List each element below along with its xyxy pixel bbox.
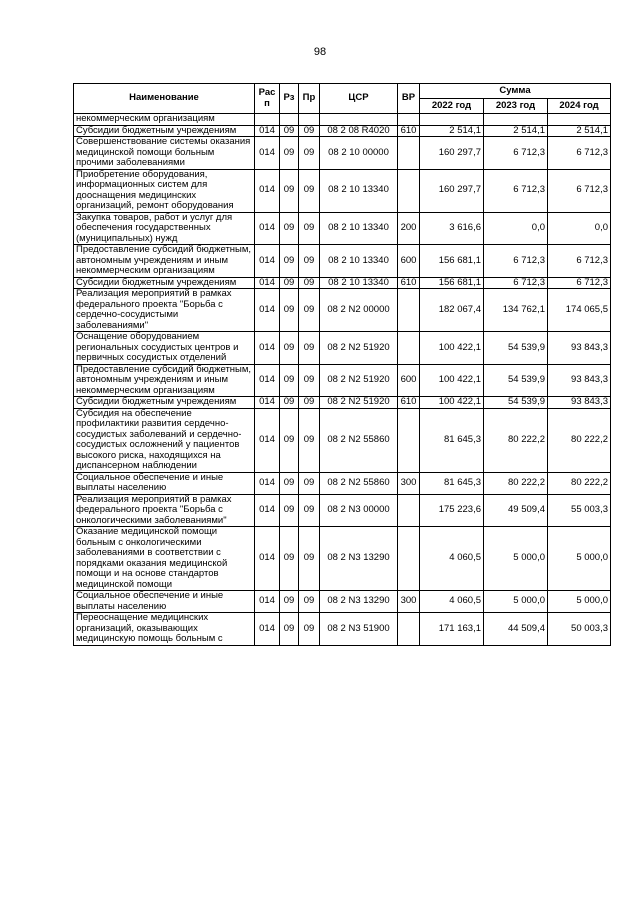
row-csr: 08 2 N3 13290 [320, 527, 398, 591]
row-sum-2023: 2 514,1 [484, 125, 548, 137]
row-sum-2023: 49 509,4 [484, 494, 548, 527]
table-row [74, 169, 611, 212]
row-ras: 014 [255, 332, 280, 365]
row-rz: 09 [280, 332, 299, 365]
table-row [74, 332, 611, 365]
row-sum-2022: 81 645,3 [420, 408, 484, 472]
row-pr: 09 [299, 472, 320, 494]
row-ras: 014 [255, 527, 280, 591]
header-2024: 2024 год [548, 99, 611, 114]
row-ras: 014 [255, 137, 280, 170]
row-csr: 08 2 N2 55860 [320, 408, 398, 472]
row-sum-2024: 50 003,3 [548, 613, 611, 646]
row-name: Закупка товаров, работ и услуг для обеспечения государственных (муниципальных) нужд [74, 212, 255, 245]
row-vr [398, 408, 420, 472]
row-sum-2023: 0,0 [484, 212, 548, 245]
row-sum-2022: 81 645,3 [420, 472, 484, 494]
row-sum-2023: 5 000,0 [484, 527, 548, 591]
row-rz: 09 [280, 169, 299, 212]
row-pr: 09 [299, 277, 320, 289]
row-sum-2024: 80 222,2 [548, 472, 611, 494]
row-vr [398, 527, 420, 591]
row-rz: 09 [280, 527, 299, 591]
row-rz: 09 [280, 613, 299, 646]
row-csr: 08 2 N2 00000 [320, 289, 398, 332]
row-vr: 200 [398, 212, 420, 245]
row-sum-2023: 54 539,9 [484, 397, 548, 409]
table-row [74, 494, 611, 527]
row-vr [398, 332, 420, 365]
table-row [74, 137, 611, 170]
header-name: Наименование [74, 84, 255, 114]
row-name: Предоставление субсидий бюджетным, автономным учреждениям и иным некоммерческим организациям [74, 364, 255, 397]
table-row [74, 277, 611, 289]
row-pr: 09 [299, 169, 320, 212]
row-name: Переоснащение медицинских организаций, оказывающих медицинскую помощь больным с [74, 613, 255, 646]
row-ras: 014 [255, 289, 280, 332]
row-vr: 610 [398, 277, 420, 289]
row-sum-2023: 44 509,4 [484, 613, 548, 646]
row-csr: 08 2 10 13340 [320, 245, 398, 278]
row-csr: 08 2 N2 55860 [320, 472, 398, 494]
row-pr: 09 [299, 494, 320, 527]
header-sum: Сумма [420, 84, 611, 99]
row-sum-2023: 80 222,2 [484, 408, 548, 472]
row-pr: 09 [299, 527, 320, 591]
row-pr: 09 [299, 332, 320, 365]
row-sum-2024: 93 843,3 [548, 332, 611, 365]
row-sum-2024: 6 712,3 [548, 169, 611, 212]
table-row [74, 289, 611, 332]
row-ras: 014 [255, 408, 280, 472]
row-pr: 09 [299, 591, 320, 613]
row-ras: 014 [255, 277, 280, 289]
row-sum-2023: 5 000,0 [484, 591, 548, 613]
header-pr: Пр [299, 84, 320, 114]
row-sum-2022: 160 297,7 [420, 169, 484, 212]
row-sum-2022: 100 422,1 [420, 397, 484, 409]
row-csr: 08 2 N2 51920 [320, 332, 398, 365]
row-vr: 300 [398, 591, 420, 613]
header-2022: 2022 год [420, 99, 484, 114]
row-sum-2022: 4 060,5 [420, 591, 484, 613]
row-name: Социальное обеспечение и иные выплаты населению [74, 472, 255, 494]
header-vr: ВР [398, 84, 420, 114]
row-vr [398, 169, 420, 212]
table-row [74, 212, 611, 245]
row-name: Субсидии бюджетным учреждениям [74, 397, 255, 409]
continuation-text: некоммерческим организациям [74, 114, 255, 126]
row-rz: 09 [280, 125, 299, 137]
row-csr: 08 2 N3 00000 [320, 494, 398, 527]
row-sum-2023: 6 712,3 [484, 245, 548, 278]
row-sum-2022: 3 616,6 [420, 212, 484, 245]
row-vr [398, 494, 420, 527]
row-sum-2024: 174 065,5 [548, 289, 611, 332]
row-sum-2022: 100 422,1 [420, 364, 484, 397]
row-sum-2024: 2 514,1 [548, 125, 611, 137]
row-name: Субсидии бюджетным учреждениям [74, 277, 255, 289]
row-rz: 09 [280, 397, 299, 409]
row-csr: 08 2 N3 51900 [320, 613, 398, 646]
row-sum-2024: 93 843,3 [548, 397, 611, 409]
row-name: Субсидия на обеспечение профилактики развития сердечно-сосудистых заболеваний и сердечно-сосудистых осложнений у пациентов высокого риска, находящихся на диспансерном наблюдении [74, 408, 255, 472]
row-rz: 09 [280, 289, 299, 332]
row-pr: 09 [299, 125, 320, 137]
row-sum-2024: 80 222,2 [548, 408, 611, 472]
row-sum-2022: 156 681,1 [420, 245, 484, 278]
row-sum-2022: 4 060,5 [420, 527, 484, 591]
row-sum-2024: 5 000,0 [548, 527, 611, 591]
table-row [74, 591, 611, 613]
table-row [74, 125, 611, 137]
table-row [74, 397, 611, 409]
row-name: Оснащение оборудованием региональных сосудистых центров и первичных сосудистых отделений [74, 332, 255, 365]
row-ras: 014 [255, 245, 280, 278]
row-csr: 08 2 08 R4020 [320, 125, 398, 137]
row-sum-2022: 175 223,6 [420, 494, 484, 527]
row-pr: 09 [299, 212, 320, 245]
table-row [74, 472, 611, 494]
row-csr: 08 2 10 13340 [320, 169, 398, 212]
row-pr: 09 [299, 397, 320, 409]
row-name: Субсидии бюджетным учреждениям [74, 125, 255, 137]
table-row [74, 245, 611, 278]
row-csr: 08 2 10 13340 [320, 277, 398, 289]
row-csr: 08 2 10 00000 [320, 137, 398, 170]
row-pr: 09 [299, 137, 320, 170]
row-name: Предоставление субсидий бюджетным, автономным учреждениям и иным некоммерческим организациям [74, 245, 255, 278]
row-rz: 09 [280, 408, 299, 472]
row-sum-2022: 100 422,1 [420, 332, 484, 365]
row-rz: 09 [280, 472, 299, 494]
row-sum-2023: 6 712,3 [484, 277, 548, 289]
row-sum-2022: 156 681,1 [420, 277, 484, 289]
row-name: Реализация мероприятий в рамках федерального проекта "Борьба с сердечно-сосудистыми заболеваниями" [74, 289, 255, 332]
row-csr: 08 2 10 13340 [320, 212, 398, 245]
continuation-row [74, 114, 611, 126]
row-vr [398, 289, 420, 332]
row-sum-2022: 171 163,1 [420, 613, 484, 646]
row-csr: 08 2 N2 51920 [320, 364, 398, 397]
row-name: Оказание медицинской помощи больным с онкологическими заболеваниями в соответствии с порядками оказания медицинской помощи и на основе стандартов медицинской помощи [74, 527, 255, 591]
row-ras: 014 [255, 212, 280, 245]
row-ras: 014 [255, 397, 280, 409]
row-rz: 09 [280, 591, 299, 613]
table-row [74, 527, 611, 591]
row-sum-2024: 55 003,3 [548, 494, 611, 527]
row-pr: 09 [299, 613, 320, 646]
row-sum-2024: 6 712,3 [548, 277, 611, 289]
row-pr: 09 [299, 364, 320, 397]
table-row [74, 408, 611, 472]
row-sum-2024: 5 000,0 [548, 591, 611, 613]
row-csr: 08 2 N2 51920 [320, 397, 398, 409]
table-row [74, 364, 611, 397]
row-sum-2022: 182 067,4 [420, 289, 484, 332]
row-sum-2022: 2 514,1 [420, 125, 484, 137]
header-rz: Рз [280, 84, 299, 114]
row-sum-2022: 160 297,7 [420, 137, 484, 170]
row-ras: 014 [255, 472, 280, 494]
row-vr [398, 613, 420, 646]
row-sum-2024: 0,0 [548, 212, 611, 245]
budget-table [73, 83, 611, 646]
row-sum-2024: 6 712,3 [548, 245, 611, 278]
row-sum-2023: 54 539,9 [484, 332, 548, 365]
row-sum-2023: 6 712,3 [484, 169, 548, 212]
row-rz: 09 [280, 212, 299, 245]
row-rz: 09 [280, 494, 299, 527]
row-pr: 09 [299, 245, 320, 278]
page-number: 98 [313, 46, 327, 58]
row-name: Реализация мероприятий в рамках федерального проекта "Борьба с онкологическими заболеваниями" [74, 494, 255, 527]
row-vr: 600 [398, 364, 420, 397]
table-row [74, 613, 611, 646]
row-vr [398, 137, 420, 170]
row-pr: 09 [299, 408, 320, 472]
row-sum-2023: 54 539,9 [484, 364, 548, 397]
row-name: Совершенствование системы оказания медицинской помощи больным прочими заболеваниями [74, 137, 255, 170]
row-vr: 610 [398, 125, 420, 137]
header-ras: Рас п [255, 84, 280, 114]
row-csr: 08 2 N3 13290 [320, 591, 398, 613]
row-ras: 014 [255, 125, 280, 137]
row-ras: 014 [255, 613, 280, 646]
table-header [74, 84, 611, 114]
row-vr: 600 [398, 245, 420, 278]
row-vr: 300 [398, 472, 420, 494]
row-ras: 014 [255, 591, 280, 613]
row-ras: 014 [255, 169, 280, 212]
row-rz: 09 [280, 137, 299, 170]
row-sum-2023: 6 712,3 [484, 137, 548, 170]
table-body [74, 114, 611, 646]
row-rz: 09 [280, 245, 299, 278]
row-name: Приобретение оборудования, информационных систем для дооснащения медицинских организаций, ремонт оборудования [74, 169, 255, 212]
header-csr: ЦСР [320, 84, 398, 114]
row-rz: 09 [280, 364, 299, 397]
row-ras: 014 [255, 364, 280, 397]
row-sum-2023: 134 762,1 [484, 289, 548, 332]
row-sum-2024: 93 843,3 [548, 364, 611, 397]
row-sum-2023: 80 222,2 [484, 472, 548, 494]
row-sum-2024: 6 712,3 [548, 137, 611, 170]
row-name: Социальное обеспечение и иные выплаты населению [74, 591, 255, 613]
header-2023: 2023 год [484, 99, 548, 114]
row-pr: 09 [299, 289, 320, 332]
row-ras: 014 [255, 494, 280, 527]
row-rz: 09 [280, 277, 299, 289]
row-vr: 610 [398, 397, 420, 409]
